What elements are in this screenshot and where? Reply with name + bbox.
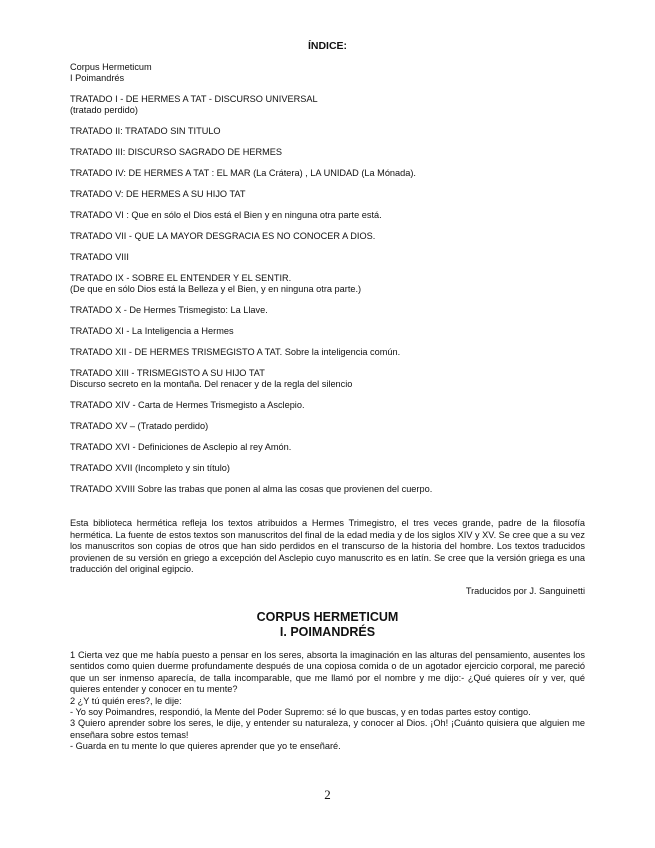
toc-entry [70,126,590,137]
table-of-contents [70,62,590,505]
toc-entry-title: TRATADO XVIII Sobre las trabas que ponen al alma las cosas que provienen del cuerpo. [70,484,433,494]
toc-entry [70,168,590,179]
body-paragraph: 3 Quiero aprender sobre los seres, le dije, y entender su naturaleza, y conocer al Dios. ¡Oh! ¡Cuánto quisiera que alguien me enseñara sobre estos temas! [70,718,585,740]
toc-entry [70,421,590,432]
body-paragraph: 1 Cierta vez que me había puesto a pensar en los seres, absorta la imaginación en las alturas del pensamiento, ausentes los sentidos como quien duerme profundamente después de una copiosa comida o de un agotador ejercicio corporal, me pareció que un ser inmenso aparecía, de talla incomparable, que me llamó por el nombre y me dijo:- ¿Qué quieres oír y ver, qué quieres entender y conocer en tu mente? [70,650,585,695]
toc-entry [70,463,590,474]
toc-entry [70,273,590,295]
translator-credit: Traducidos por J. Sanguinetti [465,586,585,596]
toc-entry-subtitle: (De que en sólo Dios está la Belleza y el Bien, y en ninguna otra parte.) [70,284,362,294]
toc-entry-title: TRATADO IV: DE HERMES A TAT : EL MAR (La Crátera) , LA UNIDAD (La Mónada). [70,168,416,178]
toc-entry [70,305,590,316]
index-title: ÍNDICE: [307,40,348,52]
toc-entry [70,231,590,242]
toc-entry [70,94,590,116]
toc-entry-title: TRATADO VI : Que en sólo el Dios está el Bien y en ninguna otra parte está. [70,210,382,220]
page-number: 2 [324,787,331,802]
toc-entry-title: TRATADO VIII [70,252,129,262]
toc-entry-title: TRATADO V: DE HERMES A SU HIJO TAT [70,189,246,199]
toc-entry [70,62,590,84]
toc-entry-title: Corpus Hermeticum [70,62,152,72]
toc-entry-title: TRATADO VII - QUE LA MAYOR DESGRACIA ES NO CONOCER A DIOS. [70,231,376,241]
intro-paragraph: Esta biblioteca hermética refleja los textos atribuidos a Hermes Trimegistro, el tres veces grande, padre de la filosofía hermética. La fuente de estos textos son manuscritos del final de la edad media y de los siglos XIV y XV. Se cree que a su vez los manuscritos son copias de otros que han sido perdidos en el transcurso de la historia del hombre. Los textos traducidos provienen de su versión en griego a excepción del Asclepio cuyo manuscrito es en latín. Se cree que la versión griega es una traducción del original egipcio. [70,518,585,575]
toc-entry [70,189,590,200]
toc-entry [70,347,590,358]
toc-entry-subtitle: (tratado perdido) [70,105,138,115]
toc-entry-title: TRATADO XIII - TRISMEGISTO A SU HIJO TAT [70,368,265,378]
toc-entry-title: TRATADO I - DE HERMES A TAT - DISCURSO UNIVERSAL [70,94,318,104]
toc-entry [70,252,590,263]
toc-entry-title: TRATADO XVII (Incompleto y sin título) [70,463,230,473]
toc-entry [70,442,590,453]
toc-entry-title: TRATADO III: DISCURSO SAGRADO DE HERMES [70,147,283,157]
section-title: CORPUS HERMETICUM [256,610,399,624]
body-paragraph: 2 ¿Y tú quién eres?, le dije: [70,695,182,706]
section-subtitle: I. POIMANDRÉS [279,625,376,639]
toc-entry-title: TRATADO XI - La Inteligencia a Hermes [70,326,234,336]
toc-entry-title: TRATADO XIV - Carta de Hermes Trismegisto a Asclepio. [70,400,305,410]
toc-entry [70,147,590,158]
toc-entry-title: TRATADO X - De Hermes Trismegisto: La Llave. [70,305,268,315]
toc-entry-title: TRATADO XV – (Tratado perdido) [70,421,209,431]
toc-entry-subtitle: Discurso secreto en la montaña. Del renacer y de la regla del silencio [70,379,353,389]
toc-entry-title: TRATADO XII - DE HERMES TRISMEGISTO A TAT. Sobre la inteligencia común. [70,347,401,357]
toc-entry [70,326,590,337]
body-paragraph: - Yo soy Poimandres, respondió, la Mente del Poder Supremo: sé lo que buscas, y en todas partes estoy contigo. [70,707,531,718]
toc-entry-subtitle: I Poimandrés [70,73,125,83]
toc-entry [70,210,590,221]
body-paragraph: - Guarda en tu mente lo que quieres aprender que yo te enseñaré. [70,741,341,752]
toc-entry [70,368,590,390]
toc-entry [70,484,590,495]
toc-entry [70,400,590,411]
toc-entry-title: TRATADO II: TRATADO SIN TITULO [70,126,221,136]
body-text [70,650,585,753]
toc-entry-title: TRATADO IX - SOBRE EL ENTENDER Y EL SENTIR. [70,273,292,283]
toc-entry-title: TRATADO XVI - Definiciones de Asclepio al rey Amón. [70,442,292,452]
